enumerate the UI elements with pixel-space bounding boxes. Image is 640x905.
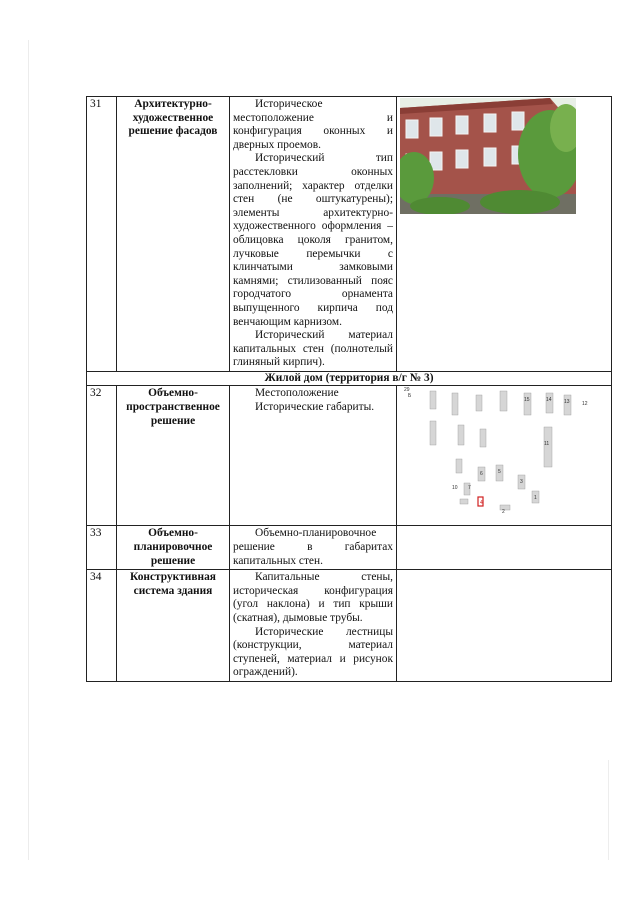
feature-description <box>230 97 397 372</box>
site-plan <box>400 387 608 523</box>
plan-label: 2 <box>502 509 505 516</box>
row-number: 32 <box>87 386 117 526</box>
table-row <box>87 386 612 526</box>
plan-cell <box>397 386 612 526</box>
plan-label: 12 <box>582 401 588 408</box>
empty-cell <box>397 526 612 570</box>
feature-name: Объемно-планировочное решение <box>117 526 230 570</box>
feature-name: Архитектурно-художественное решение фасадов <box>117 97 230 372</box>
section-header-row <box>87 371 612 386</box>
plan-label: 15 <box>524 397 530 404</box>
plan-label: 13 <box>564 399 570 406</box>
row-number: 34 <box>87 570 117 682</box>
description-paragraph: Исторический тип расстекловки оконных заполнений; характер отделки стен (не оштукатурены); элементы архитектурно-художественного оформления – облицовка цоколя гранитом, лучковые перемычки с клинчатыми замковыми камнями; стилизованный пояс городчатого орнамента выпущенного кирпича под венчающим карнизом. <box>233 152 393 328</box>
heritage-features-table <box>86 96 612 682</box>
description-paragraph: Исторический материал капитальных стен (полнотелый глиняный кирпич). <box>233 329 393 369</box>
plan-label: 10 <box>452 485 458 492</box>
table-row <box>87 570 612 682</box>
row-number: 33 <box>87 526 117 570</box>
feature-description <box>230 570 397 682</box>
feature-description <box>230 386 397 526</box>
table-row <box>87 97 612 372</box>
page-edge-shadow <box>608 760 609 860</box>
description-paragraph: Исторические лестницы (конструкции, материал ступеней, материал и рисунок ограждений). <box>233 625 393 679</box>
empty-cell <box>397 570 612 682</box>
plan-label: Б <box>408 393 412 400</box>
table-row <box>87 526 612 570</box>
description-paragraph: Объемно-планировочное решение в габаритах капитальных стен. <box>233 527 393 567</box>
feature-name: Конструктивная система здания <box>117 570 230 682</box>
description-paragraph: Капитальные стены, историческая конфигурация (угол наклона) и тип крыши (скатная), дымовые трубы. <box>233 571 393 625</box>
description-paragraph: Местоположение <box>255 387 339 400</box>
plan-label: 29 <box>404 387 410 394</box>
plan-label: 14 <box>546 397 552 404</box>
photo-cell <box>397 97 612 372</box>
plan-label: 4 <box>480 500 483 507</box>
feature-name: Объемно-пространственное решение <box>117 386 230 526</box>
plan-label: 11 <box>544 441 550 448</box>
plan-label: 1 <box>534 495 537 502</box>
section-title: Жилой дом (территория в/г № 3) <box>87 371 612 386</box>
plan-label: 6 <box>480 471 483 478</box>
plan-label: 7 <box>468 485 471 492</box>
plan-label: 3 <box>520 479 523 486</box>
facade-photo <box>400 98 576 214</box>
page-edge-shadow <box>28 40 29 860</box>
row-number: 31 <box>87 97 117 372</box>
description-paragraph: Историческое местоположение и конфигурация оконных и дверных проемов. <box>233 98 393 151</box>
description-paragraph: Исторические габариты. <box>255 401 375 414</box>
feature-description <box>230 526 397 570</box>
plan-label: 5 <box>498 469 501 476</box>
